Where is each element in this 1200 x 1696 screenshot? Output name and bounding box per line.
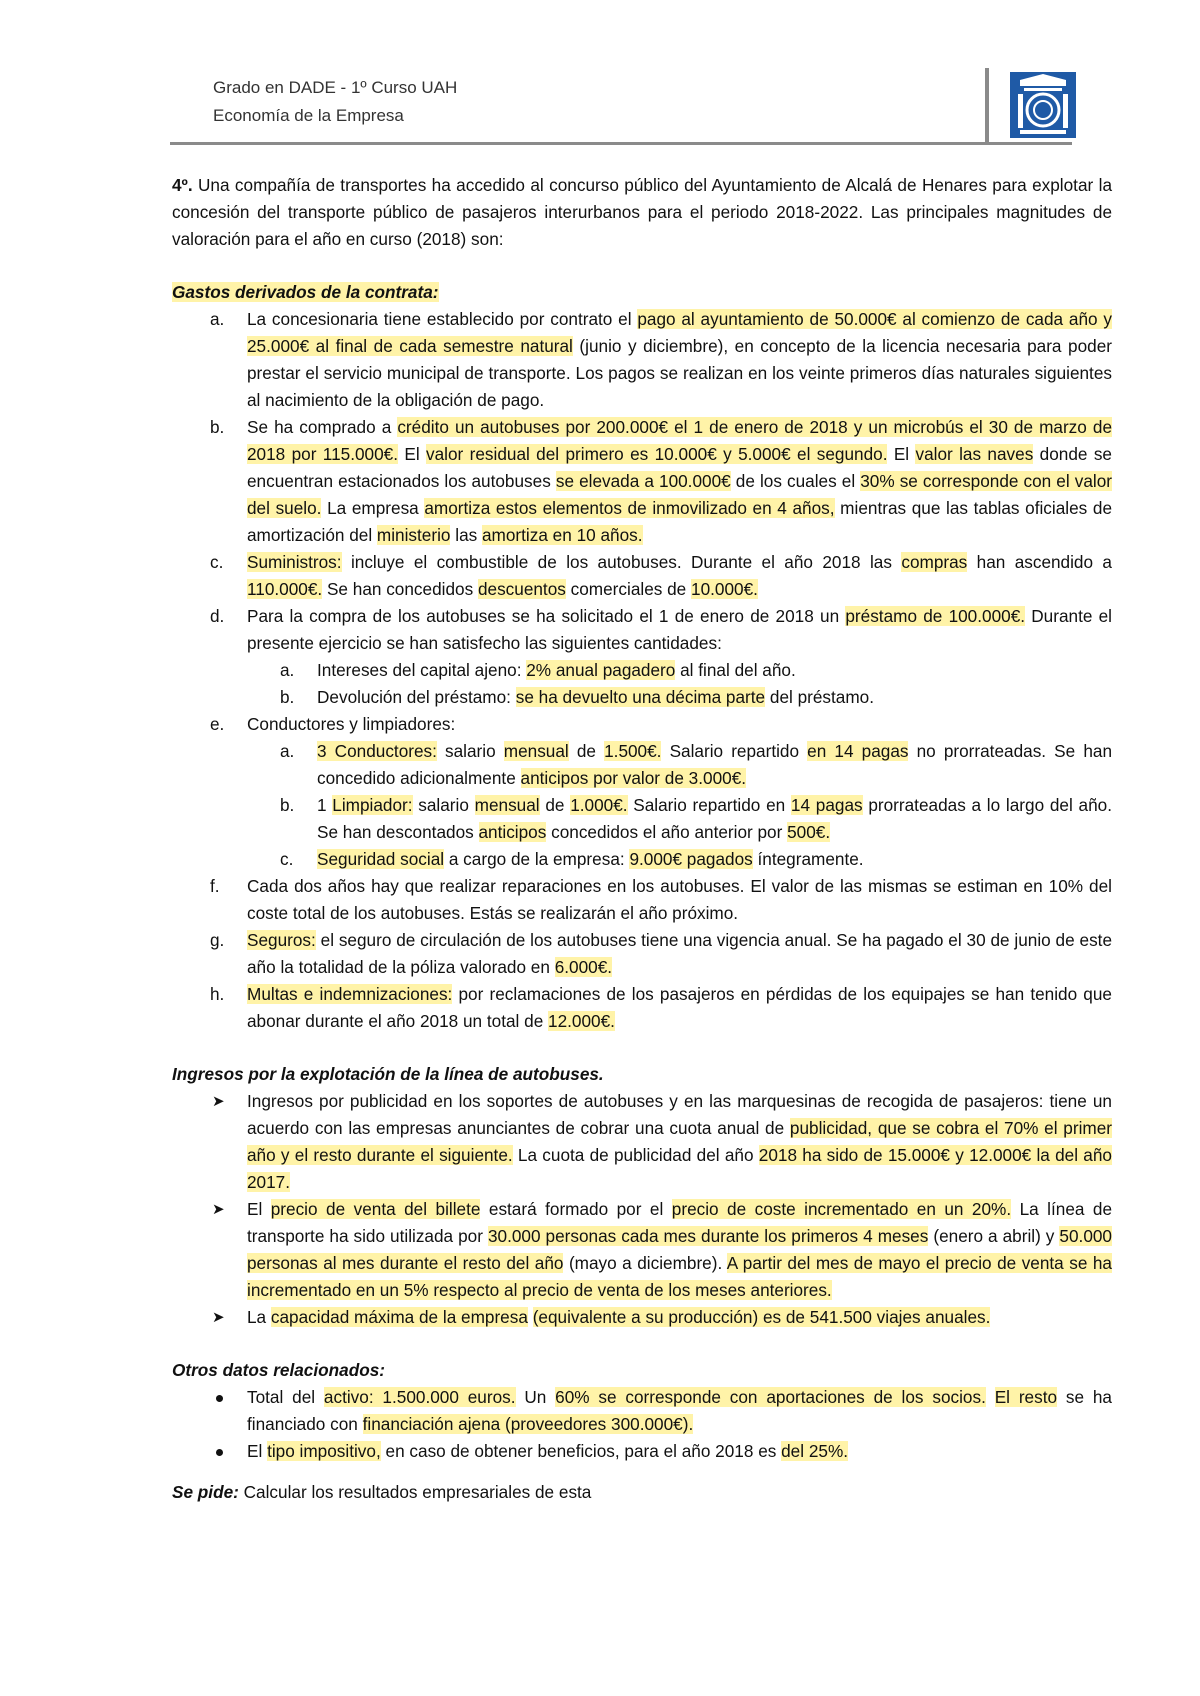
list-item-h: h. Multas e indemnizaciones: por reclamaciones de los pasajeros en pérdidas de los equipajes se han tenido que abonar durante el año 2018 un total de 12.000€.	[172, 981, 1112, 1035]
list-item-ingresos-publicidad: ➤ Ingresos por publicidad en los soportes de autobuses y en las marquesinas de recogida de pasajeros: tiene un acuerdo con las empresas anunciantes de cobrar una cuota anual de publicidad, que se cobra el 70% el primer año y el resto durante el siguiente. La cuota de publicidad del año 2018 ha sido de 15.000€ y 12.000€ la del año 2017.	[172, 1088, 1112, 1196]
list-item-g: g. Seguros: el seguro de circulación de los autobuses tiene una vigencia anual. Se ha pagado el 30 de junio de este año la totalidad de la póliza valorado en 6.000€.	[172, 927, 1112, 981]
header-rule	[170, 142, 1072, 145]
intro-paragraph	[172, 172, 1112, 253]
intro-text: Una compañía de transportes ha accedido al concurso público del Ayuntamiento de Alcalá de Henares para explotar la concesión del transporte público de pasajeros interurbanos para el periodo 2018-2022. Las principales magnitudes de valoración para el año en curso (2018) son:	[172, 175, 1112, 249]
arrowhead-bullet-icon: ➤	[212, 1309, 225, 1326]
list-item-c: c. Suministros: incluye el combustible de los autobuses. Durante el año 2018 las compras han ascendido a 110.000€. Se han concedidos descuentos comerciales de 10.000€.	[172, 549, 1112, 603]
list-item-ingresos-billete: ➤ El precio de venta del billete estará formado por el precio de coste incrementado en un 20%. La línea de transporte ha sido utilizada por 30.000 personas cada mes durante los primeros 4 meses (enero a abril) y 50.000 personas al mes durante el resto del año (mayo a diciembre). A partir del mes de mayo el precio de venta se ha incrementado en un 5% respecto al precio de venta de los meses anteriores.	[172, 1196, 1112, 1304]
sub-item-e-a: a. 3 Conductores: salario mensual de 1.500€. Salario repartido en 14 pagas no prorrateadas. Se han concedido adicionalmente anticipos por valor de 3.000€.	[172, 738, 1112, 792]
arrowhead-bullet-icon: ➤	[212, 1093, 225, 1110]
sub-item-e-b: b. 1 Limpiador: salario mensual de 1.000€. Salario repartido en 14 pagas prorrateadas a lo largo del año. Se han descontados anticipos concedidos el año anterior por 500€.	[172, 792, 1112, 846]
section-title-gastos: Gastos derivados de la contrata:	[172, 282, 439, 302]
exercise-number: 4º.	[172, 175, 193, 195]
document-body	[172, 172, 1112, 1506]
section-title-ingresos: Ingresos por la explotación de la línea de autobuses.	[172, 1064, 604, 1084]
item-marker: b.	[280, 687, 295, 707]
item-marker: a.	[280, 741, 295, 761]
page-header	[213, 74, 457, 130]
sub-item-d-b: b. Devolución del préstamo: se ha devuelto una décima parte del préstamo.	[172, 684, 1112, 711]
list-item-d: d. Para la compra de los autobuses se ha solicitado el 1 de enero de 2018 un préstamo de 100.000€. Durante el presente ejercicio se han satisfecho las siguientes cantidades:	[172, 603, 1112, 657]
header-course: Economía de la Empresa	[213, 106, 404, 125]
item-marker: g.	[210, 930, 225, 950]
list-item-otros-activo: Total del activo: 1.500.000 euros. Un 60% se corresponde con aportaciones de los socios. El resto se ha financiado con financiación ajena (proveedores 300.000€).	[172, 1384, 1112, 1438]
list-item-e: e. Conductores y limpiadores:	[172, 711, 1112, 738]
sub-item-d-a: a. Intereses del capital ajeno: 2% anual pagadero al final del año.	[172, 657, 1112, 684]
round-bullet-icon	[216, 1395, 223, 1402]
task-label: Se pide:	[172, 1482, 239, 1502]
item-marker: b.	[210, 417, 225, 437]
list-item-a: a. La concesionaria tiene establecido por contrato el pago al ayuntamiento de 50.000€ al comienzo de cada año y 25.000€ al final de cada semestre natural (junio y diciembre), en concepto de la licencia necesaria para poder prestar el servicio municipal de transporte. Los pagos se realizan en los veinte primeros días naturales siguientes al nacimiento de la obligación de pago.	[172, 306, 1112, 414]
item-marker: d.	[210, 606, 225, 626]
item-marker: h.	[210, 984, 225, 1004]
item-marker: e.	[210, 714, 225, 734]
header-vertical-rule	[985, 68, 989, 144]
round-bullet-icon	[216, 1449, 223, 1456]
arrowhead-bullet-icon: ➤	[212, 1201, 225, 1218]
university-crest-icon	[1010, 72, 1076, 138]
item-marker: c.	[210, 552, 224, 572]
section-title-otros: Otros datos relacionados:	[172, 1360, 385, 1380]
list-item-f: f. Cada dos años hay que realizar reparaciones en los autobuses. El valor de las mismas se estiman en 10% del coste total de los autobuses. Estás se realizarán el año próximo.	[172, 873, 1112, 927]
item-marker: a.	[210, 309, 225, 329]
list-item-ingresos-capacidad: ➤ La capacidad máxima de la empresa (equivalente a su producción) es de 541.500 viajes anuales.	[172, 1304, 1112, 1331]
list-item-otros-impuesto: El tipo impositivo, en caso de obtener beneficios, para el año 2018 es del 25%.	[172, 1438, 1112, 1465]
list-item-b: b. Se ha comprado a crédito un autobuses por 200.000€ el 1 de enero de 2018 y un microbús el 30 de marzo de 2018 por 115.000€. El valor residual del primero es 10.000€ y 5.000€ el segundo. El valor las naves donde se encuentran estacionados los autobuses se elevada a 100.000€ de los cuales el 30% se corresponde con el valor del suelo. La empresa amortiza estos elementos de inmovilizado en 4 años, mientras que las tablas oficiales de amortización del ministerio las amortiza en 10 años.	[172, 414, 1112, 549]
task-text: Calcular los resultados empresariales de esta	[238, 1482, 592, 1502]
item-marker: a.	[280, 660, 295, 680]
task-statement	[172, 1479, 1112, 1506]
sub-item-e-c: c. Seguridad social a cargo de la empresa: 9.000€ pagados íntegramente.	[172, 846, 1112, 873]
header-degree: Grado en DADE - 1º Curso UAH	[213, 78, 458, 97]
item-marker: c.	[280, 849, 294, 869]
item-marker: b.	[280, 795, 295, 815]
item-marker: f.	[210, 876, 220, 896]
